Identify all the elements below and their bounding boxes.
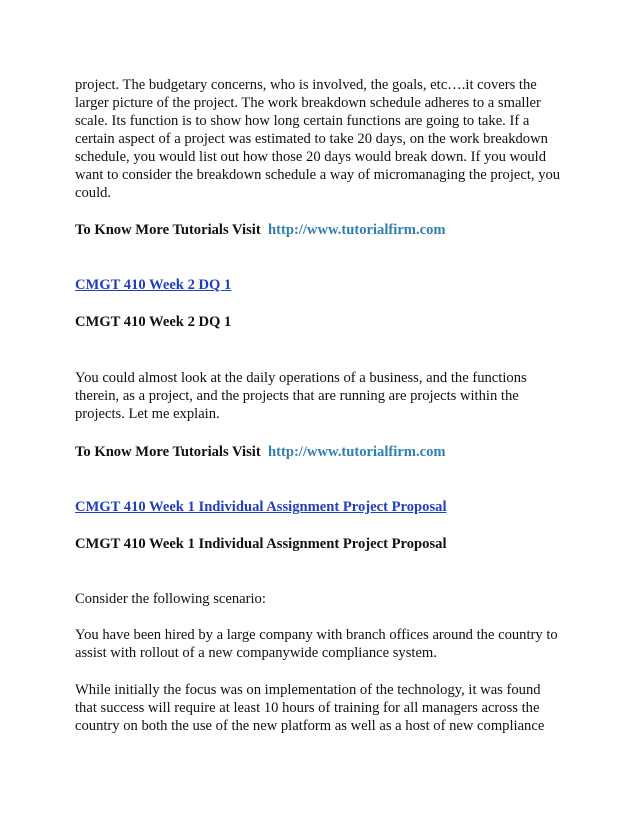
promo-label-2: To Know More Tutorials Visit — [75, 444, 261, 460]
section-1-link-heading[interactable]: CMGT 410 Week 2 DQ 1 — [75, 277, 232, 293]
section-1-body-block — [75, 369, 570, 423]
section-2-para-2: While initially the focus was on implementation of the technology, it was found that success will require at least 10 hours of training for all managers across the country on both the use of the new platform as well as a host of new compliance — [75, 682, 545, 734]
promo-line-2 — [75, 443, 570, 461]
section-1-link-heading-block — [75, 276, 570, 294]
promo-label-1: To Know More Tutorials Visit — [75, 222, 261, 238]
section-2-para-1: You have been hired by a large company with branch offices around the country to assist with rollout of a new companywide compliance system. — [75, 627, 558, 661]
section-2-heading: CMGT 410 Week 1 Individual Assignment Project Proposal — [75, 536, 447, 552]
tutorial-site-link-1[interactable]: http://www.tutorialfirm.com — [268, 222, 446, 238]
section-1-heading-block — [75, 313, 570, 331]
section-2-para-1-block — [75, 626, 570, 662]
section-2-link-heading-block — [75, 498, 570, 516]
section-1-body: You could almost look at the daily operations of a business, and the functions therein, as a project, and the projects that are running are projects within the projects. Let me explain. — [75, 370, 527, 422]
scenario-intro: Consider the following scenario: — [75, 591, 266, 607]
section-1-heading: CMGT 410 Week 2 DQ 1 — [75, 314, 232, 330]
tutorial-site-link-2[interactable]: http://www.tutorialfirm.com — [268, 444, 446, 460]
promo-line-1 — [75, 221, 570, 239]
section-2-heading-block — [75, 535, 570, 553]
scenario-intro-block — [75, 590, 570, 608]
section-2-link-heading[interactable]: CMGT 410 Week 1 Individual Assignment Project Proposal — [75, 499, 447, 515]
intro-paragraph-block — [75, 76, 570, 202]
section-2-para-2-block — [75, 681, 570, 735]
intro-paragraph: project. The budgetary concerns, who is involved, the goals, etc….it covers the larger picture of the project. The work breakdown schedule adheres to a smaller scale. Its function is to show how long certain functions are going to take. If a certain aspect of a project was estimated to take 20 days, on the work breakdown schedule, you would list out how those 20 days would break down. If you would want to consider the breakdown schedule a way of micromanaging the project, you could. — [75, 77, 561, 201]
